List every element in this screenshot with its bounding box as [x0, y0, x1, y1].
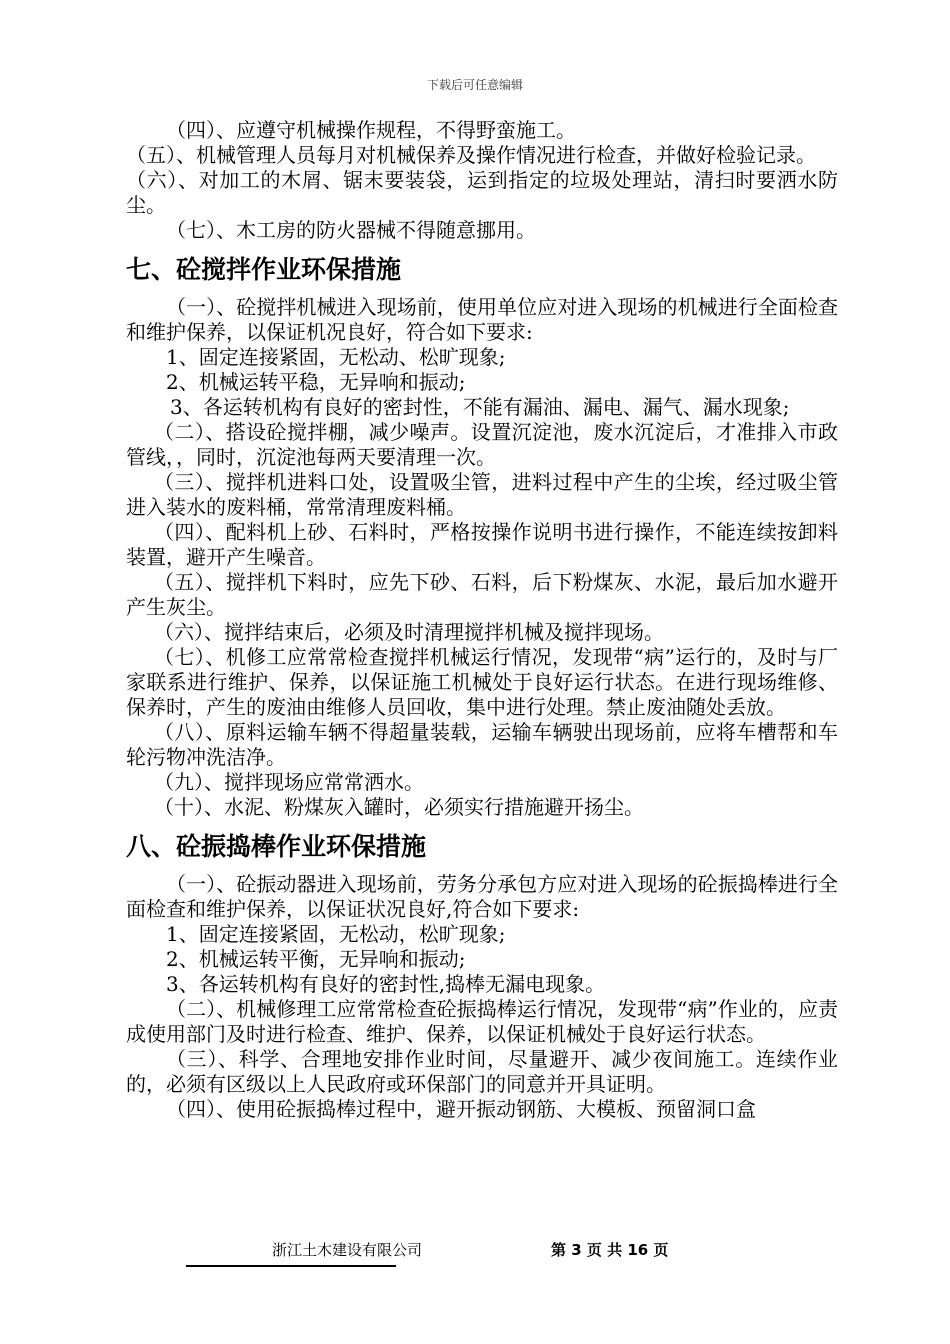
page-footer [186, 1239, 786, 1269]
paragraph: （二）、搭设砼搅拌棚，减少噪声。设置沉淀池，废水沉淀后，才准排入市政管线，，同时，沉淀池每两天要清理一次。 [126, 420, 838, 469]
paragraph: （五）、机械管理人员每月对机械保养及操作情况进行检查，并做好检验记录。 [126, 143, 816, 167]
list-item: 2、机械运转平衡，无异响和振动; [166, 947, 466, 971]
paragraph: （九）、搅拌现场应常常洒水。 [154, 770, 424, 794]
footer-company: 浙江土木建设有限公司 [272, 1241, 423, 1259]
footer-page-info: 第 3 页 共 16 页 [551, 1241, 669, 1259]
list-item: 1、固定连接紧固，无松动、松旷现象; [166, 345, 506, 369]
list-item: 1、固定连接紧固，无松动，松旷现象; [166, 922, 506, 946]
paragraph: （四）、使用砼振捣棒过程中，避开振动钢筋、大模板、预留洞口盒 [166, 1097, 756, 1121]
paragraph: （四）、应遵守机械操作规程，不得野蛮施工。 [166, 118, 576, 142]
paragraph: （二）、机械修理工应常常检查砼振捣棒运行情况，发现带“病”作业的，应责成使用部门及时进行检查、维护、保养，以保证机械处于良好运行状态。 [126, 997, 838, 1046]
paragraph: （三）、科学、合理地安排作业时间，尽量避开、减少夜间施工。连续作业的，必须有区级以上人民政府或环保部门的同意并开具证明。 [126, 1047, 838, 1096]
list-item: 2、机械运转平稳，无异响和振动; [166, 370, 466, 394]
paragraph: （一）、砼振动器进入现场前，劳务分承包方应对进入现场的砼振捣棒进行全面检查和维护保养，以保证状况良好,符合如下要求: [126, 872, 838, 921]
paragraph: （七）、机修工应常常检查搅拌机械运行情况，发现带“病”运行的，及时与厂家联系进行维护、保养，以保证施工机械处于良好运行状态。在进行现场维修、保养时，产生的废油由维修人员回收，集中进行处理。禁止废油随处丢放。 [126, 645, 838, 719]
paragraph: （六）、搅拌结束后，必须及时清理搅拌机械及搅拌现场。 [154, 620, 664, 644]
section-heading: 八、砼振捣棒作业环保措施 [126, 832, 427, 861]
paragraph: （五）、搅拌机下料时，应先下砂、石料，后下粉煤灰、水泥，最后加水避开产生灰尘。 [126, 570, 838, 619]
list-item: 3、各运转机构有良好的密封性，不能有漏油、漏电、漏气、漏水现象; [170, 395, 790, 419]
paragraph: （六）、对加工的木屑、锯末要装袋，运到指定的垃圾处理站，清扫时要洒水防尘。 [126, 168, 838, 217]
paragraph: （十）、水泥、粉煤灰入罐时，必须实行措施避开扬尘。 [154, 795, 644, 819]
paragraph: （七）、木工房的防火器械不得随意挪用。 [166, 218, 536, 242]
paragraph: （一）、砼搅拌机械进入现场前，使用单位应对进入现场的机械进行全面检查和维护保养，以保证机况良好，符合如下要求: [126, 295, 838, 344]
footer-rule [186, 1265, 396, 1267]
document-body [126, 118, 838, 1122]
page-header: 下载后可任意编辑 [426, 78, 523, 92]
paragraph: （四）、配料机上砂、石料时，严格按操作说明书进行操作，不能连续按卸料装置，避开产生噪音。 [126, 520, 838, 569]
paragraph: （三）、搅拌机进料口处，设置吸尘管，进料过程中产生的尘埃，经过吸尘管进入装水的废料桶，常常清理废料桶。 [126, 470, 838, 519]
section-heading: 七、砼搅拌作业环保措施 [126, 255, 402, 284]
list-item: 3、各运转机构有良好的密封性,捣棒无漏电现象。 [166, 972, 606, 996]
paragraph: （八）、原料运输车辆不得超量装载，运输车辆驶出现场前，应将车槽帮和车轮污物冲洗洁净。 [126, 720, 838, 769]
